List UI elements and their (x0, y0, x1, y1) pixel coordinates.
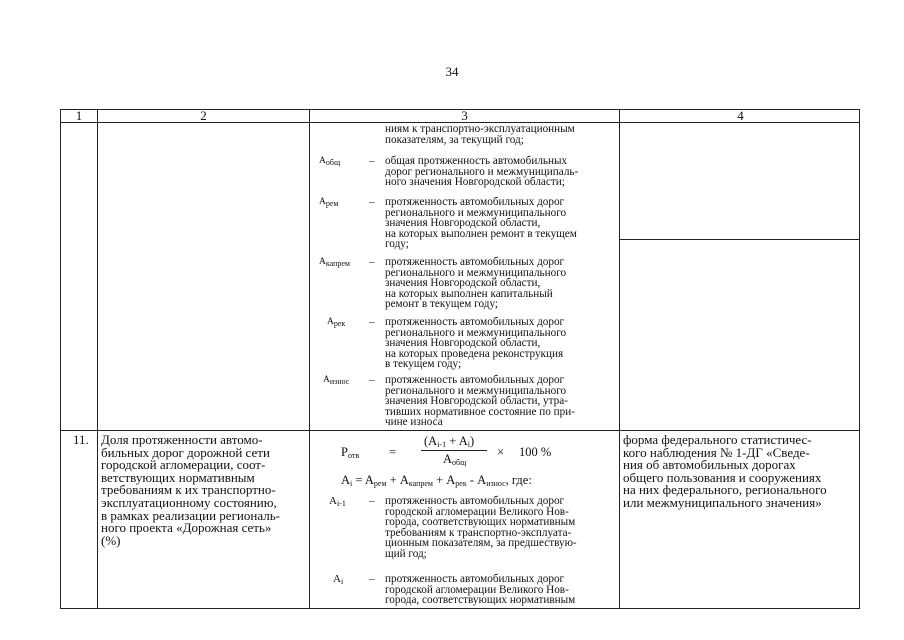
def-symbol: $A_{i-1}$ (329, 495, 346, 508)
formula-equals: = (389, 445, 397, 459)
continued-intro-text: ниям к транспортно-эксплуатационным показателям, за текущий год; (385, 123, 575, 146)
def-text: протяженность автомобильных дорог городской агломерации Великого Нов- города, соответствующих нормативным (385, 573, 576, 607)
formula-ai: $A_i = A_{рем} + A_{капрем} + A_{рек} - A_{износ}$, где: (341, 473, 532, 488)
col-header-2: 2 (200, 108, 207, 123)
def-dash: – (369, 316, 375, 328)
data-source: форма федерального статистичес- кого наблюдения № 1-ДГ «Сведе- ния об автомобильных дорогах общего пользования и сооружениях на них федерального, регионального или межмуниципального значения» (623, 432, 827, 510)
formula-denominator: $A_{общ}$ (443, 452, 467, 467)
def-text: протяженность автомобильных дорог городской агломерации Великого Нов- города, соответствующих нормативным требованиям к транспортно-эксплуата- ционным показателям, за предшествую- щий год; (385, 495, 577, 560)
def-symbol: $А_{рек}$ (327, 317, 346, 328)
def-dash: – (369, 573, 375, 585)
def-text: протяженность автомобильных дорог регионального и межмуниципального значения Новгородской области, на которых выполнен ремонт в текущем году; (385, 196, 577, 251)
fraction-bar (421, 450, 487, 451)
def-symbol: $А_{рем}$ (319, 197, 339, 208)
formula-lhs: $P_{отв}$ (341, 445, 360, 460)
def-text: протяженность автомобильных дорог регионального и межмуниципального значения Новгородской области, утра- тивших нормативное состояние по при- чине износа (385, 374, 575, 429)
def-symbol: $А_{износ}$ (323, 375, 350, 386)
col-header-3: 3 (461, 108, 468, 123)
formula-numerator: $(A_{i-1} + A_i)$ (424, 434, 475, 449)
def-dash: – (369, 495, 375, 507)
def-symbol: $А_{капрем}$ (319, 257, 350, 268)
def-dash: – (369, 196, 375, 208)
def-dash: – (369, 256, 375, 268)
col-divider-1 (97, 110, 98, 608)
col-header-1: 1 (75, 108, 83, 123)
formula-percent: 100 % (519, 445, 552, 459)
def-symbol: $А_{общ}$ (319, 156, 341, 167)
indicator-name: Доля протяженности автомо- бильных дорог дорожной сети городской агломерации, соот- ветствующих нормативным требованиям к их транспортно- эксплуатационному состоянию, в рамках реализации региональ- ного проекта «Дорожная сеть» (%) (101, 432, 280, 548)
formula-times: × (497, 445, 505, 459)
data-table (60, 109, 860, 609)
col-divider-2 (309, 110, 310, 608)
def-text: общая протяженность автомобильных дорог регионального и межмуниципаль- ного значения Новгородской области; (385, 155, 579, 189)
col4-inner-rule (619, 239, 859, 240)
def-dash: – (369, 155, 375, 167)
row-number: 11. (73, 432, 89, 447)
col-divider-3 (619, 110, 620, 608)
def-dash: – (369, 374, 375, 386)
def-symbol: $A_i$ (333, 573, 344, 586)
row-11-rule (61, 430, 859, 431)
col-header-4: 4 (737, 108, 744, 123)
def-text: протяженность автомобильных дорог регионального и межмуниципального значения Новгородской области, на которых проведена реконструкция в текущем году; (385, 316, 567, 371)
page-number: 34 (445, 64, 459, 79)
def-text: протяженность автомобильных дорог регионального и межмуниципального значения Новгородской области, на которых выполнен капитальный ремонт в текущем году; (385, 256, 567, 311)
